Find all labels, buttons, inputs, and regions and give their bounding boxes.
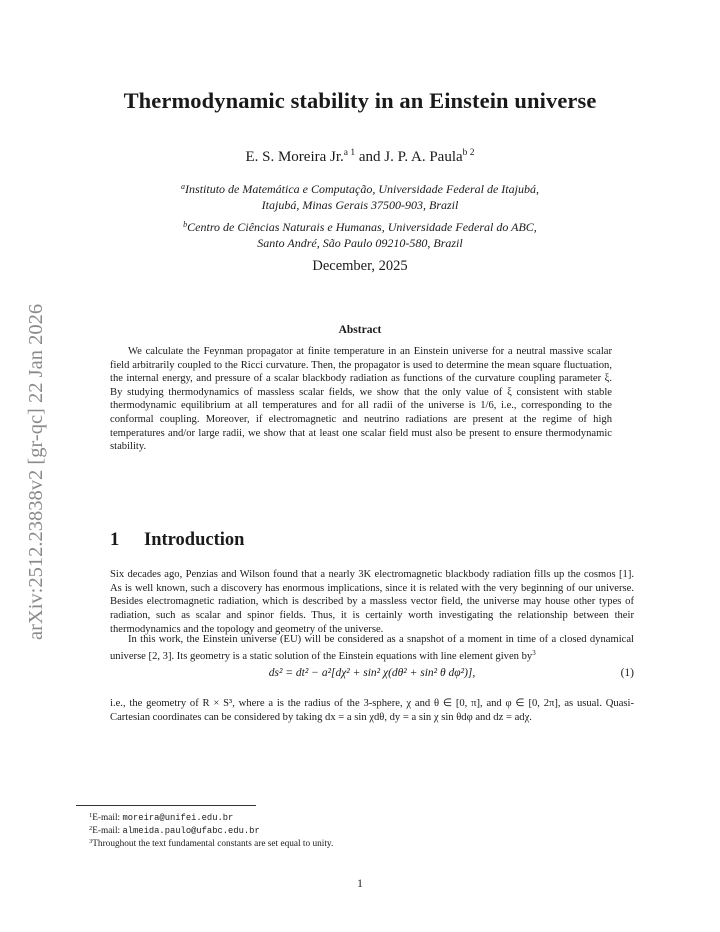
section-number: 1 <box>110 530 120 550</box>
section-title: Introduction <box>144 530 245 550</box>
footnote-label: E-mail: <box>92 813 123 823</box>
email-link[interactable]: almeida.paulo@ufabc.edu.br <box>122 826 260 836</box>
affiliation-line: Itajubá, Minas Gerais 37500-903, Brazil <box>261 198 459 212</box>
equation-formula: ds² = dt² − a²[dχ² + sin² χ(dθ² + sin² θ dφ²)], <box>268 667 476 679</box>
affiliation-mark: a <box>181 182 186 191</box>
footnote-2 <box>89 823 260 837</box>
affiliation-line: Santo André, São Paulo 09210-580, Brazil <box>257 236 463 250</box>
intro-paragraph-2 <box>110 633 634 663</box>
footnote-label: E-mail: <box>92 826 123 836</box>
footnote-1 <box>89 810 233 824</box>
footnote-mark: 1 <box>89 812 93 819</box>
affiliation-mark: b <box>183 220 188 229</box>
affiliation-line: Centro de Ciências Naturais e Humanas, Universidade Federal do ABC, <box>187 220 537 234</box>
author-1: E. S. Moreira Jr. <box>245 149 344 165</box>
affiliation-a <box>0 179 720 213</box>
section-heading <box>110 530 244 551</box>
arxiv-side-stamp: arXiv:2512.23838v2 [gr-qc] 22 Jan 2026 <box>25 303 47 640</box>
email-link[interactable]: moreira@unifei.edu.br <box>122 813 234 823</box>
affiliation-line: Instituto de Matemática e Computação, Universidade Federal de Itajubá, <box>185 182 539 196</box>
footnote-text: Throughout the text fundamental constants are set equal to unity. <box>92 839 334 849</box>
footnote-mark: 2 <box>89 825 93 832</box>
equation-1 <box>110 667 634 683</box>
abstract-heading: Abstract <box>338 324 382 336</box>
intro-paragraph-1: Six decades ago, Penzias and Wilson found that a nearly 3K electromagnetic blackbody radiation fills up the cosmos [1]. As is well known, such a discovery has enormous implications, since it is related with the very beginning of our universe. Besides electromagnetic radiation, which is described by a massless vector field, the universe may house other types of radiation, such as scalar and spinor fields. Thus, it is certainly worth investigating the relationship between their thermodynamics and the topology and geometry of the universe. <box>110 569 634 635</box>
footnote-divider <box>76 805 256 806</box>
intro-paragraph-2-text: In this work, the Einstein universe (EU) will be considered as a snapshot of a moment in time of a closed dynamical universe [2, 3]. Its geometry is a static solution of the Einstein equations with line element given by <box>110 634 634 662</box>
intro-paragraph-3: i.e., the geometry of R × S³, where a is the radius of the 3-sphere, χ and θ ∈ [0, π], and φ ∈ [0, 2π], as usual. Quasi-Cartesian coordinates can be considered by taking dx = a sin χdθ, dy = a sin χ sin θdφ and dz = adχ. <box>110 698 634 723</box>
paper-title: Thermodynamic stability in an Einstein universe <box>123 88 597 113</box>
page-number: 1 <box>357 878 363 890</box>
equation-number: (1) <box>620 667 634 679</box>
footnote-mark: 3 <box>89 838 93 845</box>
footnote-3 <box>89 836 333 850</box>
author-2-marks: b 2 <box>462 148 475 158</box>
author-1-marks: a 1 <box>343 148 356 158</box>
paper-date: December, 2025 <box>312 258 408 274</box>
footnote-ref-3: 3 <box>532 648 536 657</box>
abstract-text: We calculate the Feynman propagator at finite temperature in an Einstein universe for a neutral massive scalar field arbitrarily coupled to the Ricci curvature. Then, the propagator is used to determine the mean square fluctuation, the internal energy, and pressure of a scalar blackbody radiation as functions of the curvature coupling parameter ξ. By studying thermodynamics of massless scalar fields, we show that the only value of ξ consistent with stable thermodynamic equilibrium at all temperatures and for all radii of the universe is 1/6, i.e., corresponding to the conformal coupling. Moreover, if electromagnetic and neutrino radiations are present at the regime of high temperatures and/or large radii, we show that at least one scalar field must also be present to ensure thermodynamic stability. <box>110 346 612 453</box>
affiliation-b <box>0 217 720 251</box>
author-conjunction: and <box>358 149 381 165</box>
author-2: J. P. A. Paula <box>384 149 463 165</box>
author-line <box>0 148 720 166</box>
